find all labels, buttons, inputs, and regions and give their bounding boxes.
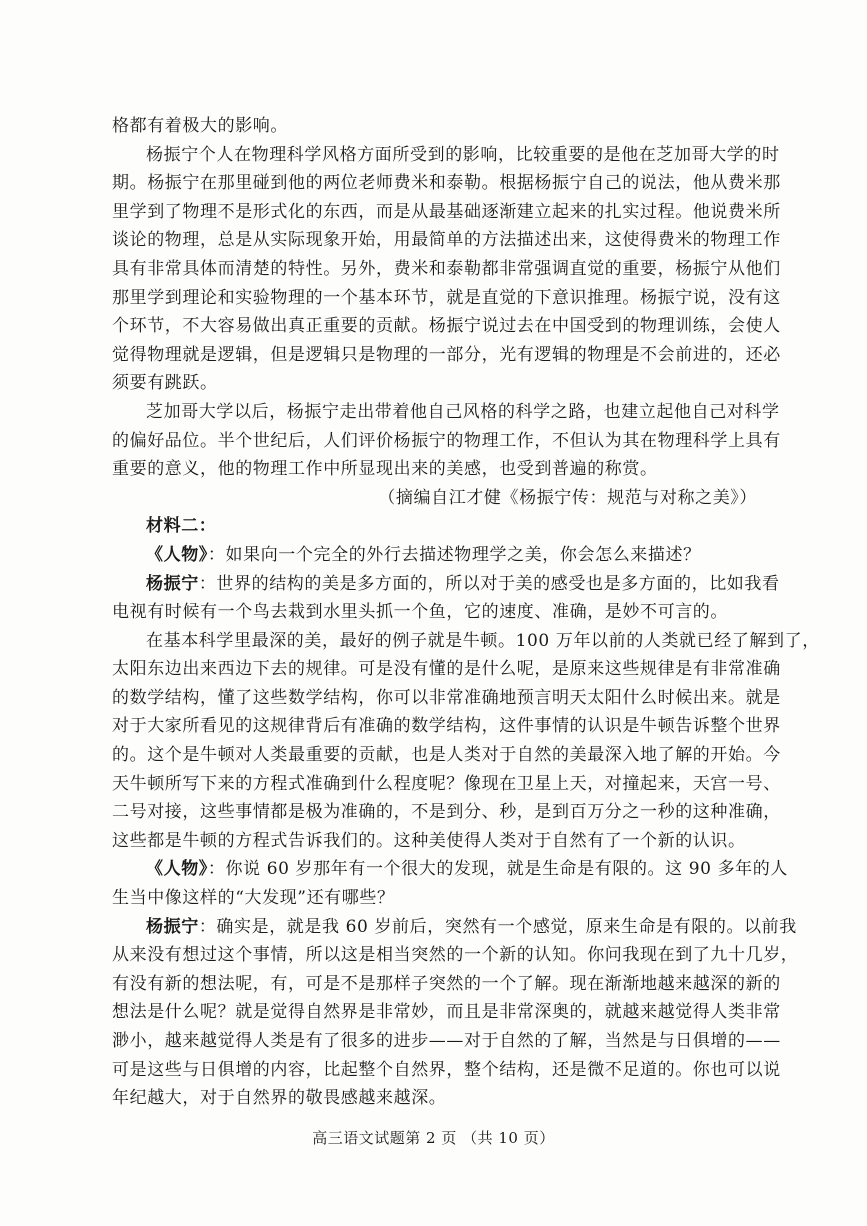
text-line: 对于大家所看见的这规律背后有准确的数学结构，这件事情的认识是牛顿告诉整个世界 [112, 716, 781, 737]
text-line: 的偏好品位。半个世纪后，人们评价杨振宁的物理工作，不但认为其在物理科学上具有 [112, 430, 781, 451]
text-line: 重要的意义，他的物理工作中所显现出来的美感，也受到普遍的称赏。 [112, 459, 658, 480]
text-line: 想法是什么呢？就是觉得自然界是非常妙，而且是非常深奥的，就越来越觉得人类非常 [112, 1002, 781, 1023]
question-text: ：如果向一个完全的外行去描述物理学之美，你会怎么来描述？ [207, 544, 701, 565]
text-line: 电视有时候有一个鸟去栽到水里头抓一个鱼，它的速度、准确，是妙不可言的。 [112, 602, 728, 623]
text-line: 在基本科学里最深的美，最好的例子就是牛顿。100 万年以前的人类就已经了解到了， [146, 630, 820, 651]
text-line: 有没有新的想法呢，有，可是不是那样子突然的一个了解。现在渐渐地越来越深的新的 [112, 973, 781, 994]
page-footer: 高三语文试题第 2 页 （共 10 页） [312, 1129, 555, 1147]
text-line: 格都有着极大的影响。 [112, 116, 288, 136]
question-text: ：你说 60 岁那年有一个很大的发现，就是生命是有限的。这 90 多年的人 [207, 859, 788, 880]
text-line: 期。杨振宁在那里碰到他的两位老师费米和泰勒。根据杨振宁自己的说法，他从费米那 [112, 173, 781, 194]
text-line: 这些都是牛顿的方程式告诉我们的。这种美使得人类对于自然有了一个新的认识。 [112, 830, 746, 851]
text-line [112, 913, 797, 942]
text-line [112, 570, 780, 599]
speaker-label: 杨振宁 [146, 573, 199, 594]
material-heading: 材料二： [146, 516, 217, 537]
paragraph-newton [112, 627, 820, 856]
speaker-label: 《人物》 [146, 544, 208, 565]
text-line: 觉得物理就是逻辑，但是逻辑只是物理的一部分，光有逻辑的物理是不会前进的，还必 [112, 344, 781, 365]
text-line: 二号对接，这些事情都是极为准确的，不是到分、秒，是到百万分之一秒的这种准确， [112, 802, 781, 823]
text-line: 杨振宁个人在物理科学风格方面所受到的影响，比较重要的是他在芝加哥大学的时 [146, 144, 780, 165]
interview-question-1 [112, 541, 757, 570]
text-line: 须要有跳跃。 [112, 373, 218, 394]
text-line: 具有非常具体而清楚的特性。另外，费米和泰勒都非常强调直觉的重要，杨振宁从他们 [112, 258, 781, 279]
text-line [112, 855, 788, 884]
answer-text: ：确实是，就是我 60 岁前后，突然有一个感觉，原来生命是有限的。以前我 [198, 916, 797, 937]
interview-answer-1 [112, 570, 780, 627]
interview-answer-2 [112, 913, 799, 1113]
text-line: 谈论的物理，总是从实际现象开始，用最简单的方法描述出来，这使得费米的物理工作 [112, 230, 781, 251]
text-line: 年纪越大，对于自然界的敬畏感越来越深。 [112, 1088, 447, 1109]
answer-text: ：世界的结构的美是多方面的，所以对于美的感受也是多方面的，比如我看 [198, 573, 780, 594]
text-line: 的。这个是牛顿对人类最重要的贡献，也是人类对于自然的美最深入地了解的开始。今 [112, 745, 781, 766]
text-line: 里学到了物理不是形式化的东西，而是从最基础逐渐建立起来的扎实过程。他说费米所 [112, 201, 781, 222]
text-line: 渺小，越来越觉得人类是有了很多的进步——对于自然的了解，当然是与日俱增的—— [112, 1031, 781, 1051]
paragraph-after-chicago [112, 398, 781, 484]
interview-question-2 [112, 855, 788, 912]
text-line: 天牛顿所写下来的方程式准确到什么程度呢？像现在卫星上天，对撞起来，天宫一号、 [112, 773, 781, 794]
text-line: 从来没有想过这个事情，所以这是相当突然的一个新的认知。你问我现在到了九十几岁， [112, 945, 799, 966]
text-line: 个环节，不大容易做出真正重要的贡献。杨振宁说过去在中国受到的物理训练，会使人 [112, 316, 781, 337]
text-line: 芝加哥大学以后，杨振宁走出带着他自己风格的科学之路，也建立起他自己对科学 [146, 401, 780, 422]
speaker-label: 杨振宁 [146, 916, 199, 937]
text-line: 那里学到理论和实验物理的一个基本环节，就是直觉的下意识推理。杨振宁说，没有这 [112, 287, 781, 308]
text-line: 可是这些与日俱增的内容，比起整个自然界，整个结构，还是微不足道的。你也可以说 [112, 1059, 781, 1080]
text-line: 生当中像这样的“大发现”还有哪些？ [112, 888, 395, 909]
text-line: 太阳东边出来西边下去的规律。可是没有懂的是什么呢，是原来这些规律是有非常准确 [112, 659, 781, 680]
source-citation: （摘编自江才健《杨振宁传：规范与对称之美》） [378, 487, 757, 508]
speaker-label: 《人物》 [146, 859, 208, 880]
paragraph-yang-chicago-influence [112, 141, 781, 398]
text-line: 的数学结构，懂了这些数学结构，你可以非常准确地预言明天太阳什么时候出来。就是 [112, 687, 781, 708]
page-body [112, 112, 820, 1113]
